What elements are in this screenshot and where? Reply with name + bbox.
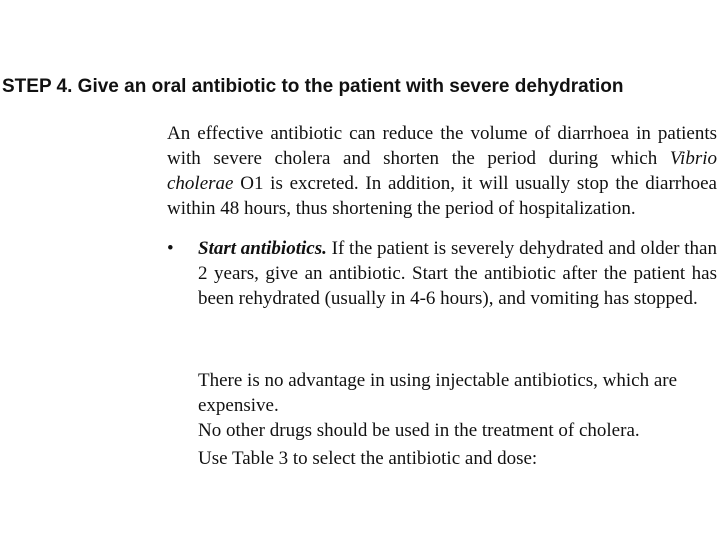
injectable-paragraph [198,368,717,443]
bullet-lead: Start antibiotics. [198,238,327,259]
bullet-body: If the patient is severely dehydrated and older than 2 years, give an antibiotic. Start the antibiotic after the patient has been rehydrated (usually in 4-6 hours), and vomiting has stopped. [198,238,717,309]
intro-text-start: An effective antibiotic can reduce the volume of diarrhoea in patients with severe cholera and shorten the period during which [167,123,717,169]
intro-text-end: O1 is excreted. In addition, it will usually stop the diarrhoea within 48 hours, thus shortening the period of hospitalization. [167,173,717,219]
bullet-icon: • [167,238,174,259]
organism-name: Vibrio cholerae [167,148,717,194]
intro-paragraph [167,121,717,221]
bullet-text [198,236,717,311]
injectable-line-2: No other drugs should be used in the treatment of cholera. [198,420,640,441]
table-reference: Use Table 3 to select the antibiotic and dose: [198,448,538,469]
injectable-line-1: There is no advantage in using injectable antibiotics, which are expensive. [198,370,678,416]
section-heading: STEP 4. Give an oral antibiotic to the patient with severe dehydration [2,76,624,97]
